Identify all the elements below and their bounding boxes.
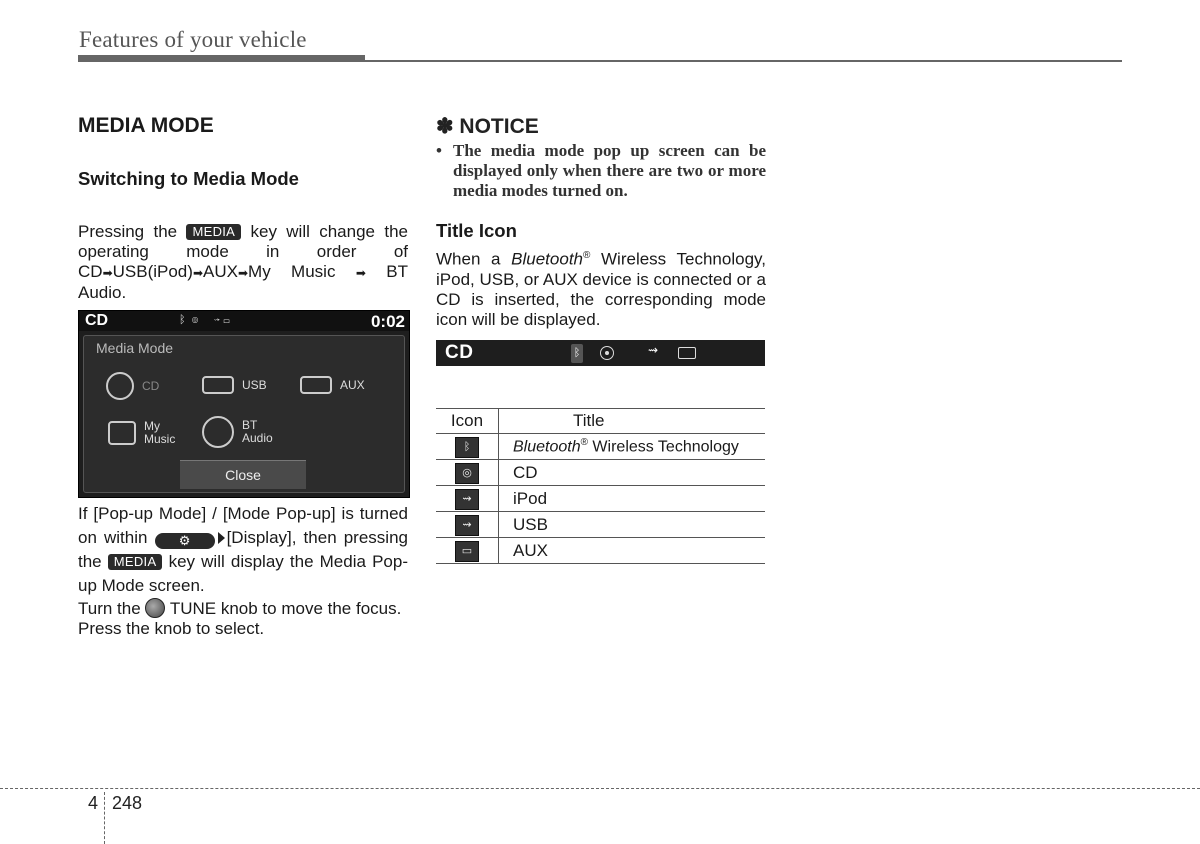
- row-title: CD: [499, 460, 766, 486]
- notice-list: [436, 141, 766, 201]
- arrow-icon: ➡: [102, 266, 113, 280]
- header-bar: [78, 55, 365, 62]
- title-icon-heading: Title Icon: [436, 220, 517, 241]
- text: key will change the operating mode in order of CD: [78, 222, 408, 281]
- option-bt-audio[interactable]: [202, 416, 282, 448]
- table-header: [436, 409, 765, 434]
- title-icon-paragraph: [436, 246, 766, 330]
- text: When a: [436, 249, 501, 269]
- option-label: CD: [142, 379, 160, 393]
- row-title: Wireless Technology: [587, 438, 739, 456]
- bar-mode: CD: [445, 342, 474, 363]
- media-key: MEDIA: [186, 224, 241, 240]
- text: AUX: [203, 262, 238, 281]
- title-bar-illustration: [436, 340, 765, 366]
- text: BT Audio.: [78, 262, 408, 302]
- intro-paragraph: [78, 222, 408, 303]
- bluetooth-text: Bluetooth: [511, 249, 583, 269]
- chapter-number: 4: [88, 793, 99, 813]
- header-icon: Icon: [436, 409, 499, 434]
- option-label: My Music: [144, 419, 176, 446]
- text: USB(iPod): [112, 262, 193, 281]
- option-label: AUX: [340, 378, 365, 392]
- usb-icon: ⇝: [648, 343, 659, 357]
- close-button[interactable]: Close: [180, 460, 306, 489]
- screen-time: 0:02: [370, 312, 405, 331]
- usb-icon: ⇝: [455, 515, 479, 536]
- footer-rule: [0, 788, 1200, 789]
- row-title: AUX: [499, 538, 766, 564]
- option-label: USB: [242, 378, 267, 392]
- text: TUNE knob to move the focus. Press the knob to select.: [78, 599, 402, 638]
- popup-instructions: [78, 502, 408, 639]
- arrow-right-icon: [218, 532, 225, 544]
- text: key will display the Media Pop-up Mode screen.: [78, 552, 408, 595]
- cd-icon: [600, 346, 614, 360]
- row-title-italic: Bluetooth: [513, 438, 581, 456]
- row-title: iPod: [499, 486, 766, 512]
- notice-title: ✽ NOTICE: [436, 115, 539, 138]
- option-aux[interactable]: [300, 376, 365, 394]
- bluetooth-icon: ᛒ: [571, 344, 583, 363]
- notice-text: The media mode pop up screen can be displayed only when there are two or more media modes turned on.: [453, 141, 766, 200]
- option-usb[interactable]: [202, 376, 267, 394]
- table-row: [436, 512, 765, 538]
- option-cd[interactable]: [106, 372, 159, 400]
- text: [Display], then pressing the: [78, 528, 408, 571]
- text: My Music: [248, 262, 336, 281]
- folder-music-icon: [108, 421, 136, 445]
- media-mode-screenshot: [78, 310, 410, 498]
- registered-mark: ®: [580, 436, 588, 448]
- option-label: BT Audio: [242, 418, 273, 445]
- arrow-icon: ➡: [237, 266, 249, 280]
- status-icons: ᛒ ◎ ⇝ ▭: [179, 314, 230, 326]
- aux-icon: ▭: [455, 541, 479, 562]
- bluetooth-icon: [202, 416, 234, 448]
- media-key: MEDIA: [108, 554, 163, 570]
- page-number: 248: [112, 793, 143, 813]
- cd-icon: [106, 372, 134, 400]
- option-my-music[interactable]: [108, 420, 184, 446]
- header-rule: [365, 60, 1122, 62]
- row-title: USB: [499, 512, 766, 538]
- screen-mode: CD: [85, 312, 109, 329]
- arrow-icon: ➡: [355, 266, 366, 280]
- popup-paragraph: [78, 502, 408, 598]
- table-row: [436, 460, 765, 486]
- bullet: •: [436, 141, 442, 160]
- cd-icon: ◎: [455, 463, 479, 484]
- text: Wireless Technology, iPod, USB, or AUX device is connected or a CD is inserted, the corresponding mode icon will be displayed.: [436, 249, 766, 329]
- header-title-text: Title: [573, 411, 605, 430]
- text: If [Pop-up Mode] / [Mode Pop-up] is turned on within: [78, 504, 408, 547]
- header-title: [499, 409, 766, 434]
- icon-table: [436, 408, 765, 564]
- usb-icon: ⇝: [455, 489, 479, 510]
- aux-icon: [678, 347, 696, 359]
- table-row: [436, 434, 765, 460]
- header-title: Features of your vehicle: [79, 27, 307, 52]
- table-row: [436, 486, 765, 512]
- media-mode-popup: [83, 335, 405, 493]
- status-bar: [79, 311, 409, 331]
- text: Pressing the: [78, 222, 178, 241]
- settings-key: ⚙: [155, 533, 215, 549]
- subsection-title: Switching to Media Mode: [78, 168, 299, 189]
- text: Turn the: [78, 599, 141, 618]
- table-row: [436, 538, 765, 564]
- usb-icon: [202, 376, 234, 394]
- popup-title: Media Mode: [96, 340, 174, 356]
- arrow-icon: ➡: [192, 266, 203, 280]
- aux-icon: [300, 376, 332, 394]
- registered-mark: ®: [583, 250, 591, 261]
- bluetooth-icon: ᛒ: [455, 437, 479, 458]
- tune-knob-icon: [145, 598, 165, 618]
- section-title: MEDIA MODE: [78, 114, 214, 137]
- tune-paragraph: [78, 598, 408, 639]
- footer-separator: [104, 792, 105, 844]
